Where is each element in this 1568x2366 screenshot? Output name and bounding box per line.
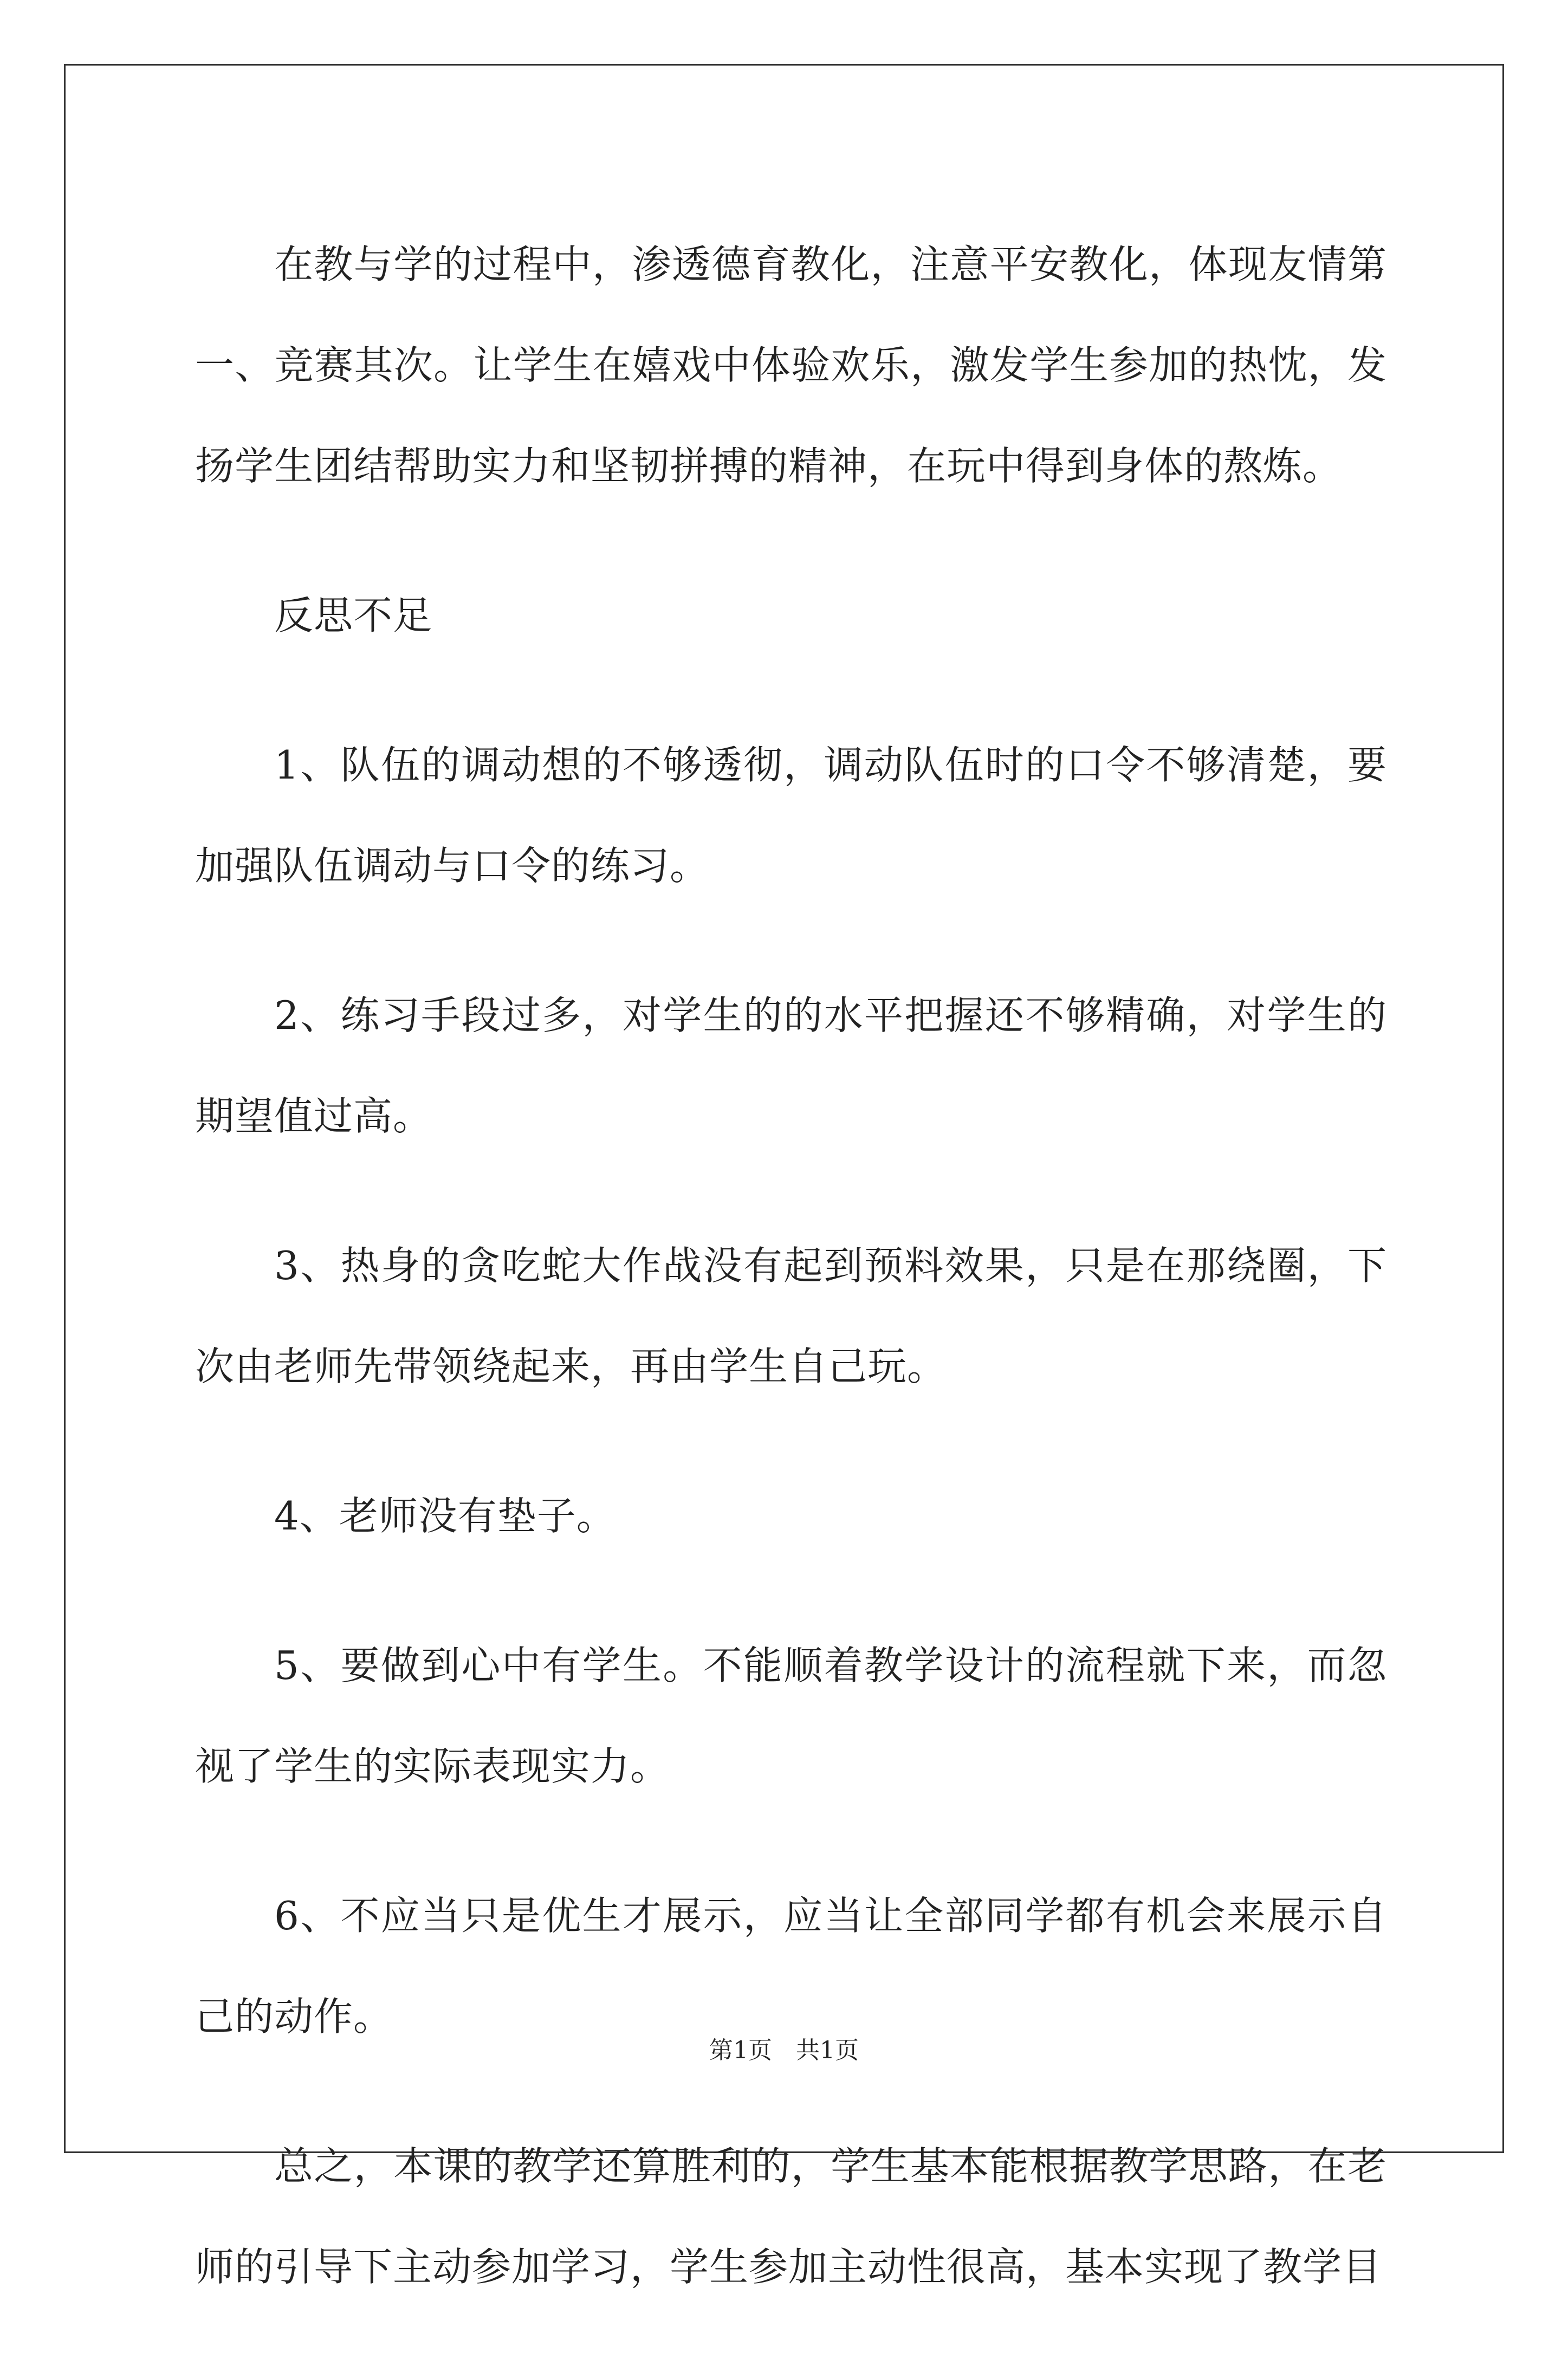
paragraph-item-4: 4、老师没有垫子。 (274, 1493, 616, 1539)
paragraph-intro: 在教与学的过程中，渗透德育教化，注意平安教化，体现友情第一、竞赛其次。让学生在嬉戏中体验欢乐，激发学生参加的热忱，发扬学生团结帮助实力和坚韧拼搏的精神，在玩中得到身体的熬炼。 (195, 242, 1387, 489)
section-heading: 反思不足 (274, 593, 433, 638)
paragraph-summary: 总之，本课的教学还算胜利的，学生基本能根据教学思路，在老师的引导下主动参加学习，学生参加主动性很高，基本实现了教学目 (195, 2143, 1387, 2290)
paragraph-item-5: 5、要做到心中有学生。不能顺着教学设计的流程就下来，而忽视了学生的实际表现实力。 (195, 1643, 1387, 1789)
paragraph-item-6: 6、不应当只是优生才展示，应当让全部同学都有机会来展示自己的动作。 (195, 1893, 1387, 2039)
paragraph-item-2: 2、练习手段过多，对学生的的水平把握还不够精确，对学生的期望值过高。 (195, 993, 1387, 1139)
paragraph-item-1: 1、队伍的调动想的不够透彻，调动队伍时的口令不够清楚，要加强队伍调动与口令的练习。 (195, 742, 1387, 889)
page-footer: 第1页 共1页 (709, 2037, 859, 2064)
paragraph-item-3: 3、热身的贪吃蛇大作战没有起到预料效果，只是在那绕圈，下次由老师先带领绕起来，再由学生自己玩。 (195, 1243, 1387, 1389)
